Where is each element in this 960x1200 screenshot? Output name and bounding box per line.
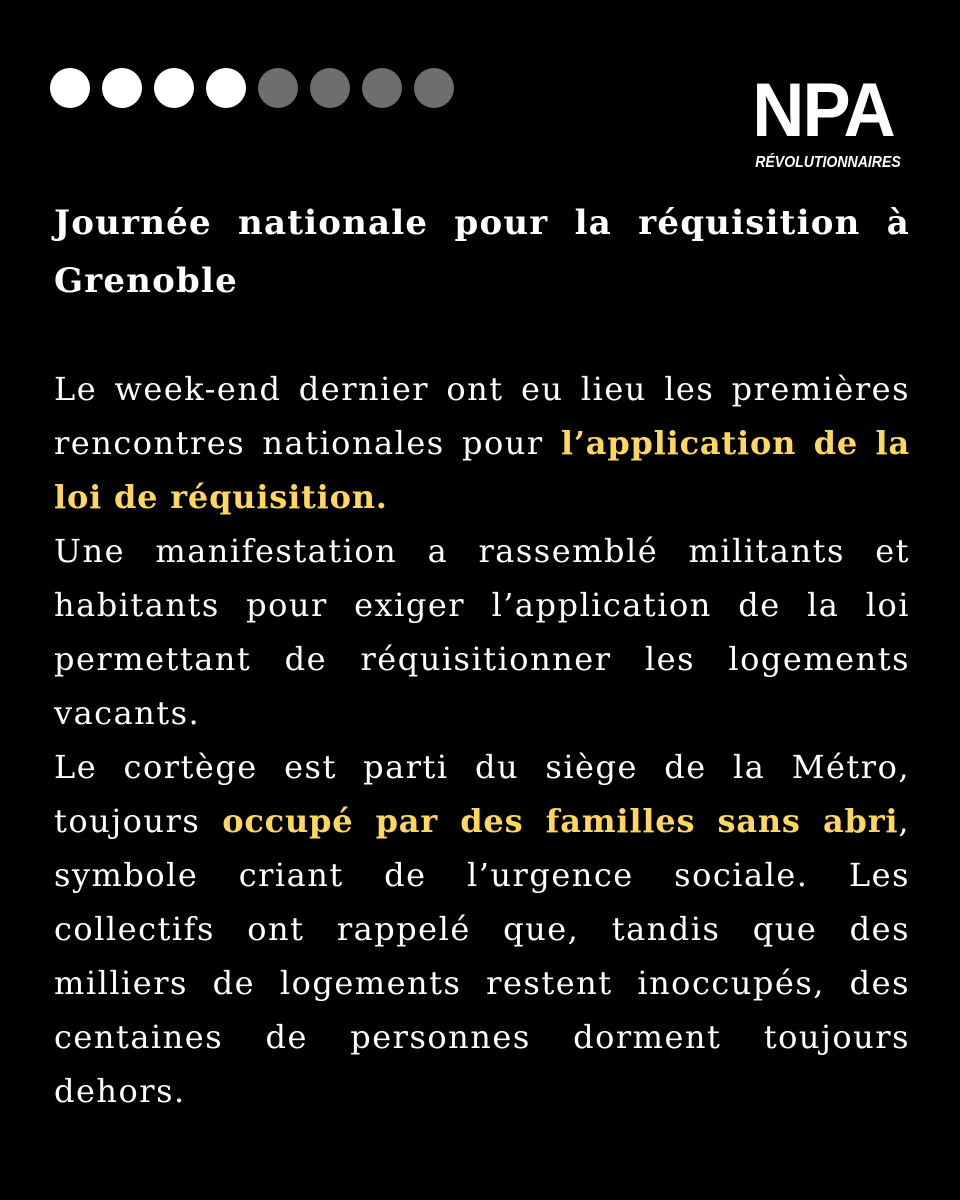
progress-dot-4	[206, 68, 246, 108]
npa-logo	[746, 68, 901, 174]
paragraph-3	[54, 740, 910, 1118]
paragraph-3-text-before: Le cortège est parti du siège de la Métro, toujours	[54, 748, 910, 840]
paragraph-1	[54, 362, 910, 524]
progress-dot-1	[50, 68, 90, 108]
logo-main-text: NPA	[752, 68, 894, 153]
progress-dot-2	[102, 68, 142, 108]
progress-dot-3	[154, 68, 194, 108]
post-body	[54, 362, 910, 1118]
highlight-requisition-law: l’application de la loi de réquisition.	[54, 424, 911, 516]
progress-dot-6	[310, 68, 350, 108]
highlight-occupied-families: occupé par des familles sans abri	[222, 802, 899, 840]
progress-dot-7	[362, 68, 402, 108]
post-title: Journée nationale pour la réquisition à Grenoble	[54, 203, 910, 301]
paragraph-3-text-after: , symbole criant de l’urgence sociale. Les collectifs ont rappelé que, tandis que des milliers de logements restent inoccupés, des centaines de personnes dorment toujours dehors.	[54, 802, 911, 1110]
paragraph-1-text: Le week-end dernier ont eu lieu les premières rencontres nationales pour	[54, 370, 910, 462]
progress-dot-8	[414, 68, 454, 108]
paragraph-2: Une manifestation a rassemblé militants et habitants pour exiger l’application de la loi permettant de réquisitionner les logements vacants.	[54, 532, 910, 732]
logo-subtitle: RÉVOLUTIONNAIRES	[755, 154, 901, 171]
progress-dot-5	[258, 68, 298, 108]
slide-progress-indicator	[50, 68, 454, 108]
